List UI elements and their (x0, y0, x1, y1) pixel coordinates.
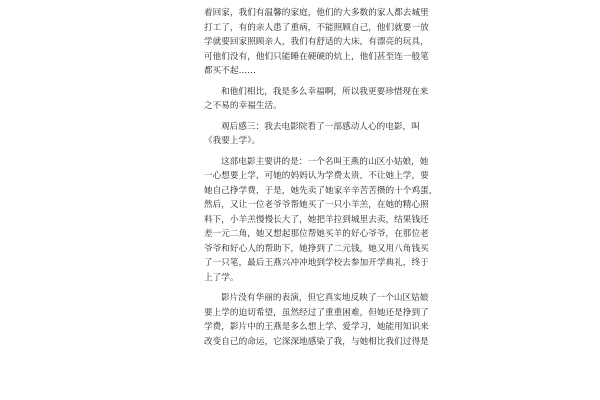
text-line: 改变自己的命运，它深深地感染了我，与她相比我们过得是 (204, 336, 429, 347)
text-line: 一心想要上学，可她的妈妈认为学费太贵，不让她上学，要 (204, 171, 429, 181)
text-line: 然后，又让一位老爷爷帮她买了一只小羊羔，在她的精心照 (204, 200, 429, 210)
text-line: 她自己挣学费，于是，她先卖了她家辛辛苦苦攒的十个鸡蛋， (204, 185, 438, 196)
paragraph-4 (204, 155, 438, 286)
text-line: 《我要上学》。 (204, 136, 261, 146)
text-line: 和他们相比，我是多么幸福啊，所以我更要珍惜现在来 (221, 86, 429, 97)
text-line: 差一元二角，她又想起那位帮她买羊的好心爷爷，在那位老 (204, 229, 429, 239)
text-line: 之不易的幸福生活。 (204, 101, 282, 111)
text-line: 着回家，我们有温馨的家庭，他们的大多数的家人都去城里 (204, 8, 429, 18)
text-line: 上了学。 (204, 272, 239, 283)
text-line: 料下，小羊羔慢慢长大了，她把羊拉到城里去卖，结果钱还 (204, 214, 429, 225)
document-body (204, 6, 438, 349)
text-line: 学费，影片中的王燕是多么想上学、爱学习，她能用知识来 (204, 322, 429, 332)
paragraph-1 (204, 6, 429, 79)
text-line: 都买不起…… (204, 66, 256, 76)
text-line: 可他们没有，他们只能睡在硬硬的炕上，他们甚至连一般笔 (204, 51, 429, 62)
text-line: 学就要回家照顾亲人，我们有舒适的大床，有漂亮的玩具， (204, 37, 429, 47)
text-line: 爷爷和好心人的帮助下，她挣到了二元钱，她又用八角钱买 (204, 243, 429, 254)
paragraph-2 (204, 85, 429, 114)
text-line: 了一只笔，最后王燕兴冲冲地到学校去参加开学典礼，终于 (204, 258, 429, 268)
paragraph-5 (204, 291, 429, 349)
text-line: 观后感三：我去电影院看了一部感动人心的电影，叫 (221, 121, 420, 132)
text-line: 要上学的迫切希望，虽然经过了重重困难，但她还是挣到了 (204, 307, 429, 318)
paragraph-3 (204, 120, 420, 149)
text-line: 这部电影主要讲的是：一个名叫王燕的山区小姑娘，她 (221, 156, 429, 167)
text-line: 影片没有华丽的表演，但它真实地反映了一个山区姑娘 (221, 293, 429, 303)
text-line: 打工了，有的亲人患了重病，不能照顾自己，他们就要一放 (204, 22, 429, 33)
